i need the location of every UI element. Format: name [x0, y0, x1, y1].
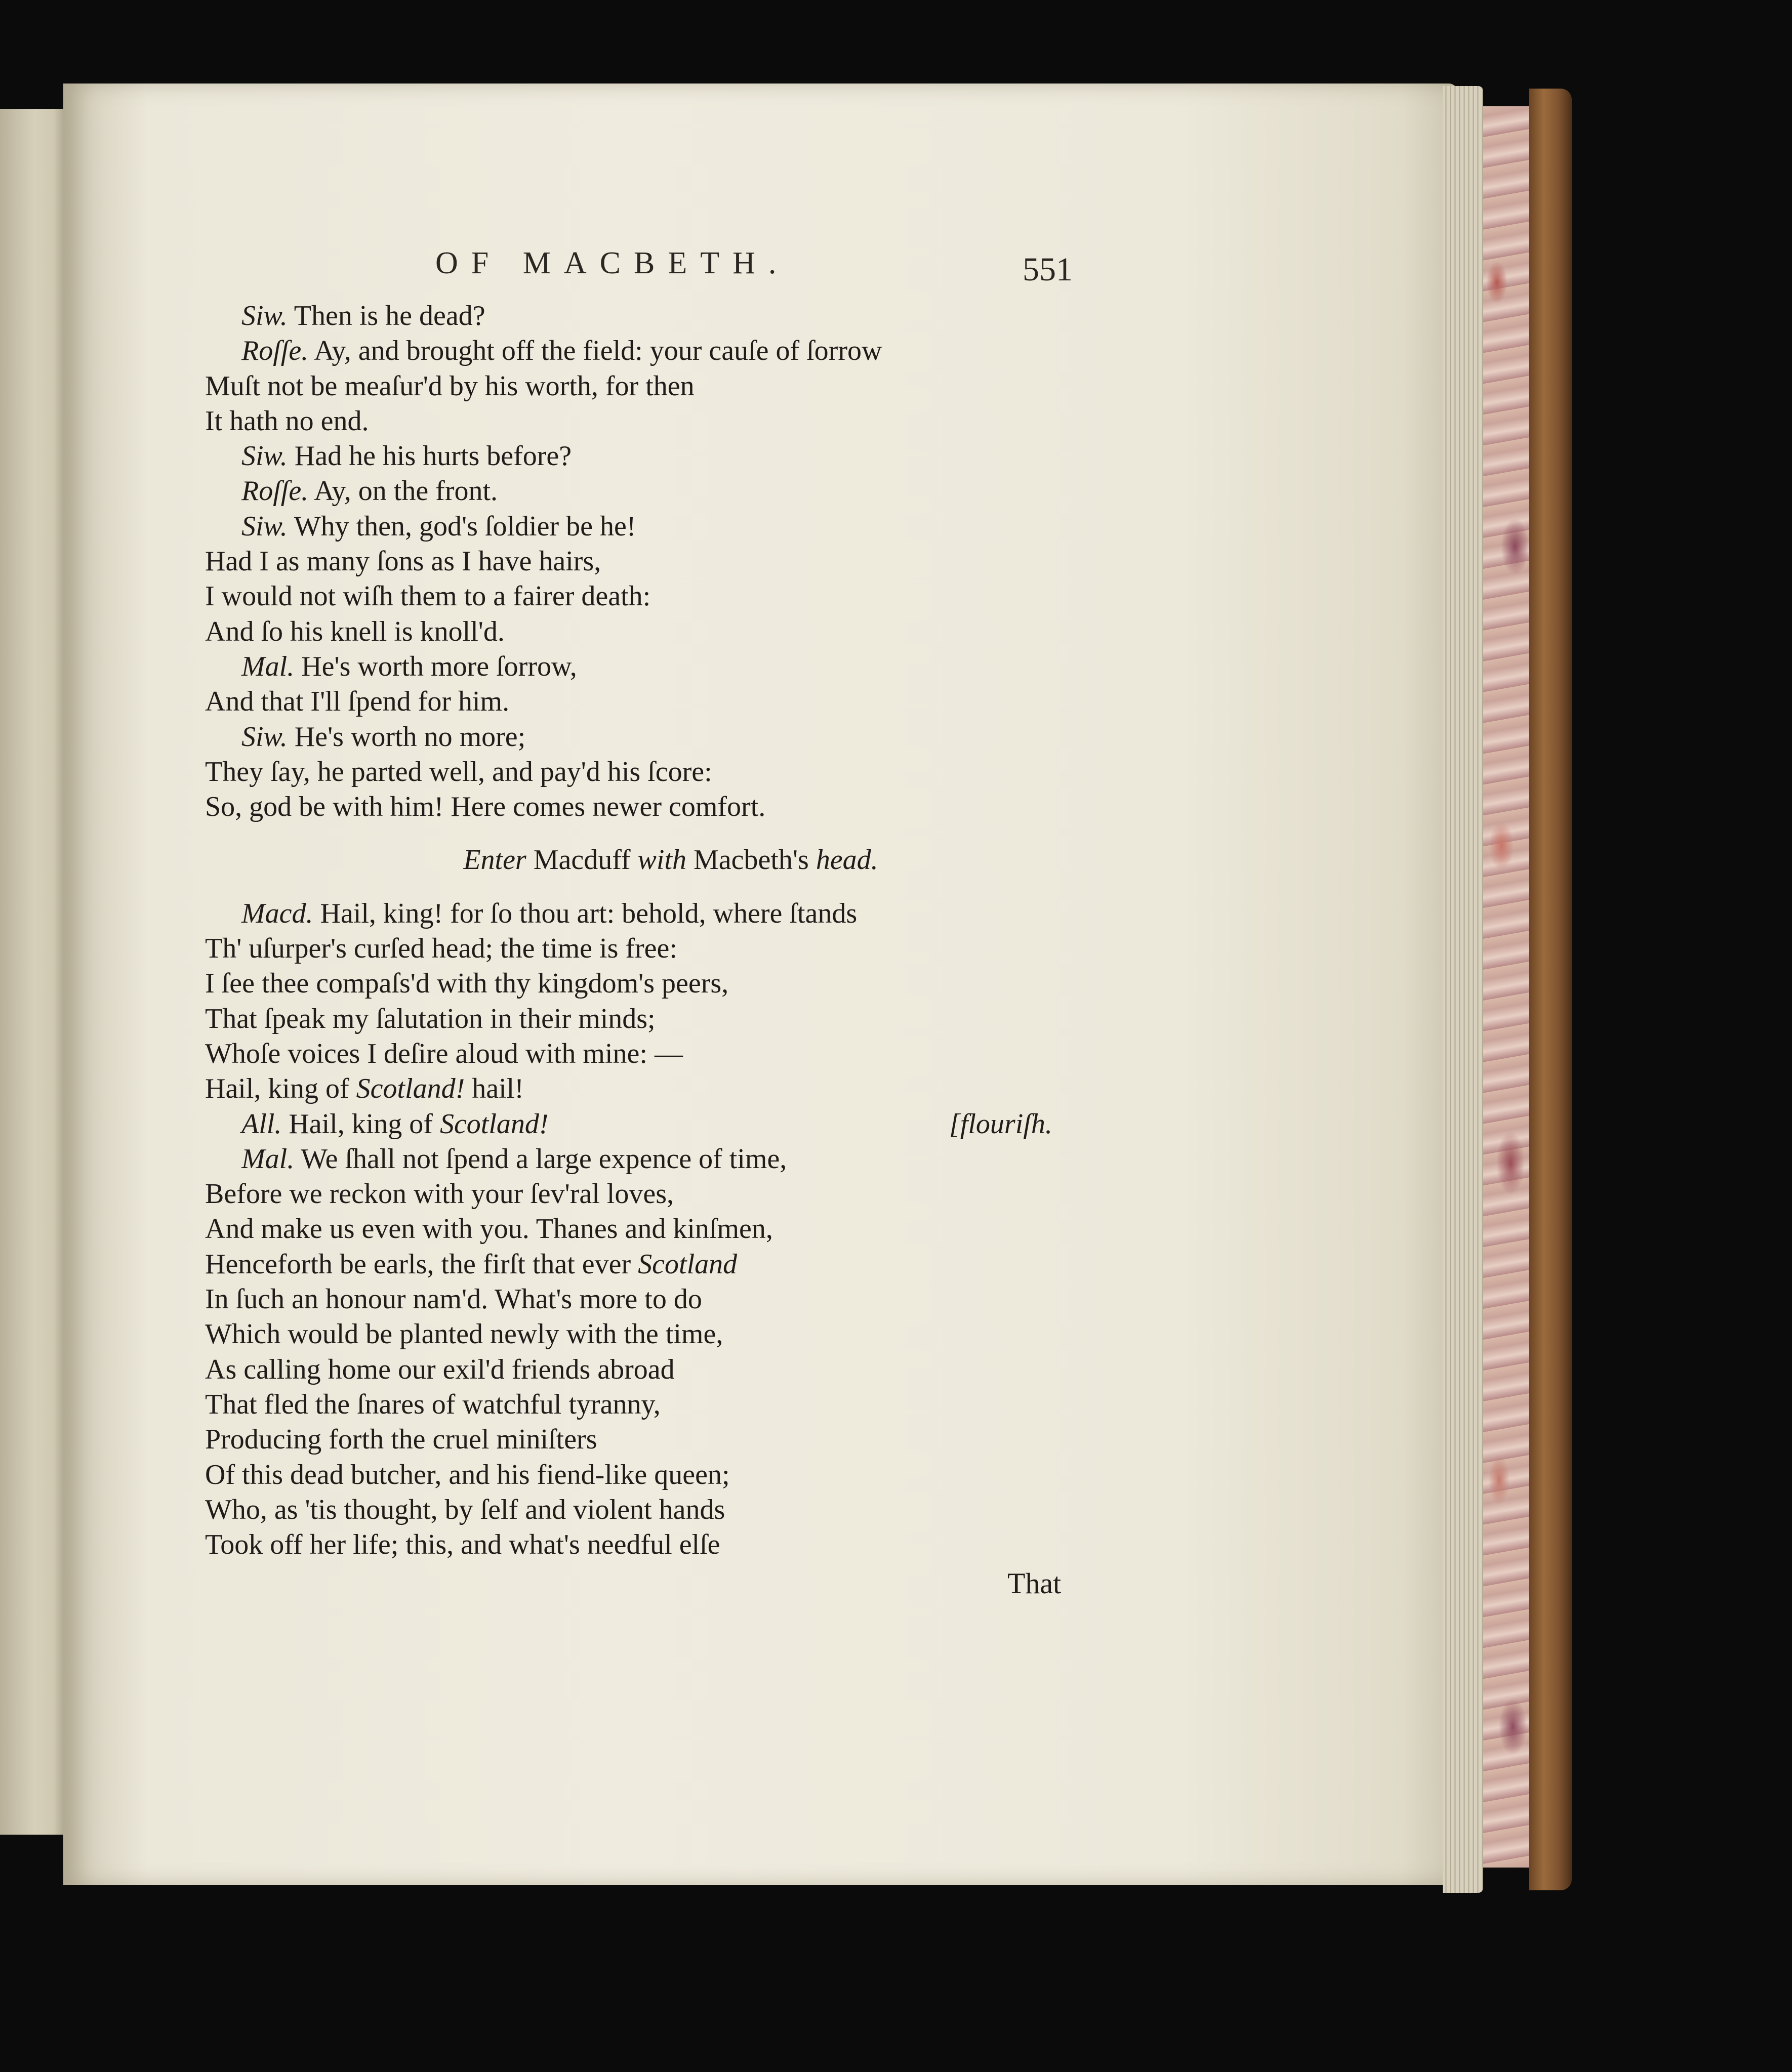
speaker-name: Roſſe.	[241, 335, 309, 367]
text-line	[205, 896, 1106, 931]
line-text: Had I as many ſons as I have hairs,	[205, 546, 601, 577]
line-text: Took off her life; this, and what's needful elſe	[205, 1529, 720, 1561]
text-line	[205, 790, 1106, 824]
text-line	[205, 684, 1106, 719]
text-line	[205, 509, 1106, 544]
line-text: Hail, king of	[281, 1108, 440, 1140]
line-text: Muſt not be meaſur'd by his worth, for then	[205, 370, 695, 402]
stage-direction	[205, 843, 1106, 878]
line-text: And that I'll ſpend for him.	[205, 686, 510, 718]
text-line	[205, 1212, 1106, 1247]
text-line	[205, 931, 1106, 966]
text-line	[205, 1177, 1106, 1212]
page-number: 551	[1023, 251, 1073, 288]
text-line	[205, 755, 1106, 790]
line-text: As calling home our exil'd friends abroad	[205, 1353, 675, 1385]
line-text: Th' uſurper's curſed head; the time is free:	[205, 933, 677, 965]
marbled-endpaper	[1483, 106, 1529, 1868]
page-edges	[1443, 86, 1483, 1893]
speaker-name: Roſſe.	[241, 475, 309, 507]
text-line	[205, 1002, 1106, 1037]
text-line	[205, 614, 1106, 649]
speaker-name: Mal.	[241, 1143, 295, 1175]
text-line	[205, 439, 1106, 474]
flourish-direction: [flouriſh.	[949, 1108, 1052, 1140]
line-text: Before we reckon with your ſev'ral loves,	[205, 1178, 674, 1210]
line-text: hail!	[465, 1073, 524, 1105]
text-line	[205, 649, 1106, 684]
stage-with: with	[637, 844, 686, 876]
line-text: And ſo his knell is knoll'd.	[205, 615, 505, 647]
text-line	[205, 1071, 1106, 1106]
line-text: Why then, god's ſoldier be he!	[287, 510, 636, 542]
running-title: OF MACBETH.	[435, 246, 790, 280]
speaker-name: All.	[241, 1108, 282, 1140]
text-line	[205, 1142, 1106, 1177]
line-text: Of this dead butcher, and his fiend-like queen;	[205, 1459, 730, 1490]
text-line	[205, 1037, 1106, 1071]
text-line	[205, 1458, 1106, 1493]
line-text: Producing forth the cruel miniſters	[205, 1424, 597, 1456]
line-text: I would not wiſh them to a fairer death:	[205, 581, 651, 612]
line-text: Which would be planted newly with the time,	[205, 1318, 723, 1350]
text-line	[205, 369, 1106, 404]
line-text: It hath no end.	[205, 405, 369, 437]
text-line	[205, 579, 1106, 614]
catchword: That	[1007, 1567, 1062, 1600]
text-line	[205, 720, 1106, 755]
line-text: Hail, king of	[205, 1073, 356, 1105]
line-text: He's worth more ſorrow,	[294, 650, 577, 682]
line-text: So, god be with him! Here comes newer comfort.	[205, 791, 766, 823]
line-text: They ſay, he parted well, and pay'd his ſcore:	[205, 756, 712, 788]
line-text: Who, as 'tis thought, by ſelf and violent hands	[205, 1494, 725, 1525]
place-name: Scotland!	[356, 1073, 465, 1105]
place-name: Scotland!	[439, 1108, 549, 1140]
stage-name-macduff: Macduff	[526, 844, 638, 876]
line-text: Then is he dead?	[287, 300, 485, 331]
speaker-name: Macd.	[241, 897, 313, 929]
stage-enter: Enter	[463, 844, 526, 876]
text-line	[205, 1422, 1106, 1457]
text-line	[205, 1107, 1106, 1142]
text-line	[205, 299, 1106, 334]
text-line	[205, 474, 1106, 509]
text-line	[205, 966, 1106, 1001]
text-line	[205, 1493, 1106, 1527]
text-line	[205, 1317, 1106, 1352]
line-text: Ay, and brought off the field: your cauſe of ſorrow	[308, 335, 882, 367]
play-text	[205, 299, 1106, 1562]
place-name: Scotland	[638, 1248, 738, 1280]
speaker-name: Siw.	[241, 510, 288, 542]
line-text: I ſee thee compaſs'd with thy kingdom's peers,	[205, 968, 729, 1000]
line-text: He's worth no more;	[287, 721, 526, 753]
line-text: Ay, on the front.	[308, 475, 498, 507]
line-text: That fled the ſnares of watchful tyranny,	[205, 1388, 661, 1420]
text-line	[205, 1282, 1106, 1317]
line-text: Hail, king! for ſo thou art: behold, where ſtands	[313, 897, 858, 929]
text-line	[205, 1247, 1106, 1282]
text-line	[205, 334, 1106, 368]
speaker-name: Mal.	[241, 650, 295, 682]
line-text: That ſpeak my ſalutation in their minds;	[205, 1003, 656, 1034]
line-text: And make us even with you. Thanes and kinſmen,	[205, 1213, 773, 1245]
text-line	[205, 544, 1106, 579]
line-text: We ſhall not ſpend a large expence of time,	[294, 1143, 787, 1175]
line-text: Whoſe voices I deſire aloud with mine: —	[205, 1038, 683, 1069]
leather-cover	[1529, 89, 1572, 1890]
speaker-name: Siw.	[241, 300, 288, 331]
line-text: Henceforth be earls, the firſt that ever	[205, 1248, 638, 1280]
line-text: Had he his hurts before?	[287, 440, 572, 472]
line-text: In ſuch an honour nam'd. What's more to do	[205, 1283, 702, 1315]
text-line	[205, 1352, 1106, 1387]
stage-head: head.	[816, 844, 878, 876]
text-line	[205, 1387, 1106, 1422]
text-line	[205, 1527, 1106, 1562]
speaker-name: Siw.	[241, 721, 288, 753]
text-line	[205, 404, 1106, 439]
speaker-name: Siw.	[241, 440, 288, 472]
previous-page-edge	[0, 109, 63, 1835]
stage-name-macbeth: Macbeth's	[686, 844, 816, 876]
